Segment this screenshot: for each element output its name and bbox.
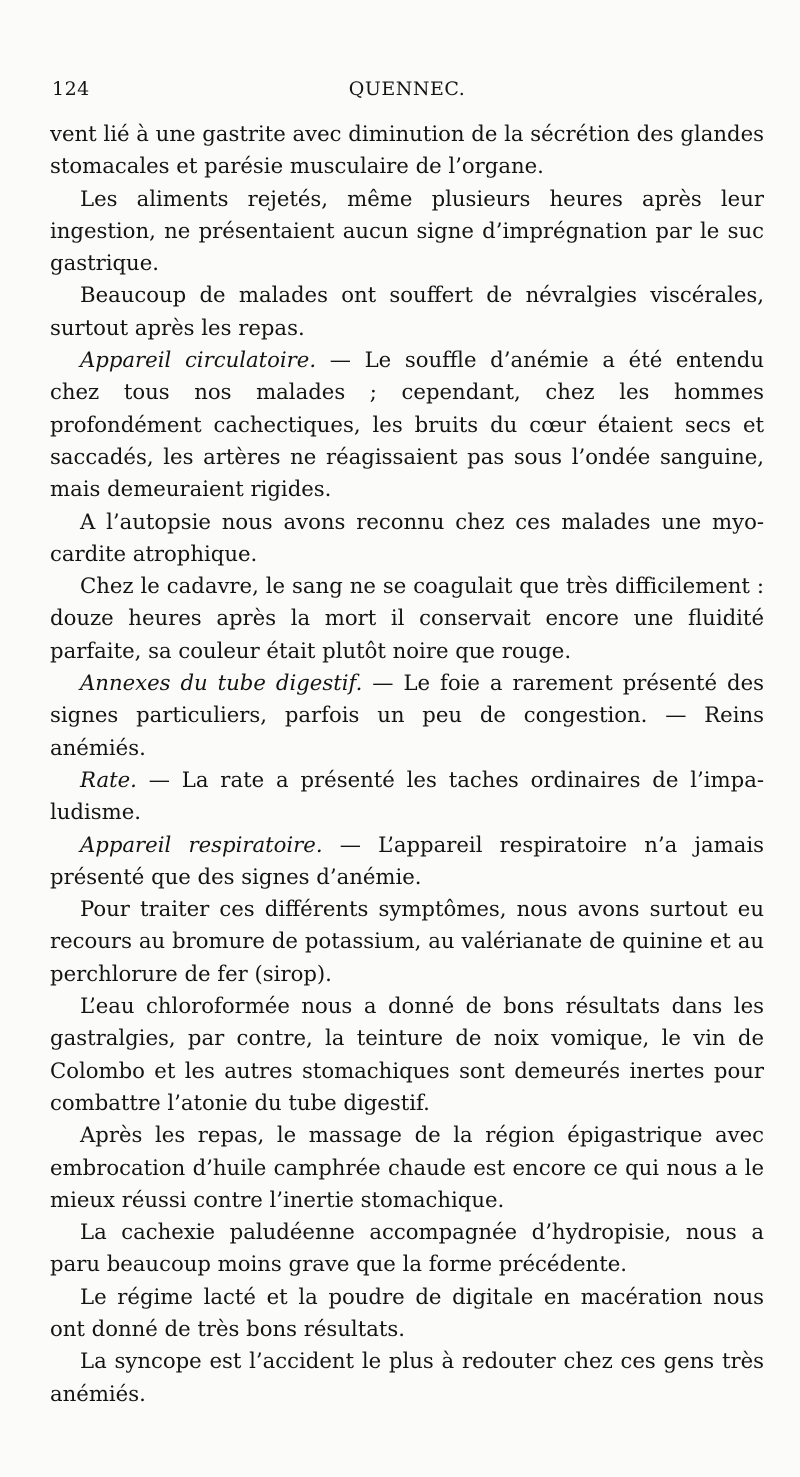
paragraph: Le régime lacté et la poudre de digitale en macération nous ont donné de très bons résultats.	[50, 1283, 764, 1341]
paragraph: Appareil circulatoire. — Le souffle d’anémie a été entendu chez tous nos malades ; cependant, chez les hommes profondément cachectiques, les bruits du cœur étaient secs et saccadés, les artères ne réagissaient pas sous l’ondée sanguine, mais demeuraient rigides.	[50, 347, 765, 502]
page-number: 124	[52, 78, 90, 100]
paragraph: L’eau chloroformée nous a donné de bons résultats dans les gastralgies, par contre, la teinture de noix vomique, le vin de Colombo et les autres stomachiques sont demeurés inertes pour combattre l’atonie du tube digestif.	[50, 993, 764, 1115]
paragraph: Les aliments rejetés, même plusieurs heures après leur ingestion, ne présentaient aucun signe d’imprégnation par le suc gastrique.	[50, 185, 764, 276]
paragraph: Beaucoup de malades ont souffert de névralgies viscérales, surtout après les repas.	[50, 282, 764, 340]
section-heading: Annexes du tube digestif.	[80, 670, 363, 696]
paragraph: Pour traiter ces différents symptômes, nous avons surtout eu recours au bromure de potassium, au valérianate de quinine et au perchlorure de fer (sirop).	[50, 896, 764, 986]
paragraph: La cachexie paludéenne accompagnée d’hydropisie, nous a paru beaucoup moins grave que la forme précédente.	[50, 1219, 764, 1277]
section-heading: Rate.	[80, 766, 137, 792]
paragraph: Appareil respiratoire. — L’appareil respiratoire n’a jamais présenté que des signes d’anémie.	[50, 831, 764, 889]
paragraph: Après les repas, le massage de la région épigastrique avec embrocation d’huile camphrée chaude est encore ce qui nous a le mieux réussi contre l’inertie stomachique.	[50, 1122, 764, 1212]
paragraph: A l’autopsie nous avons reconnu chez ces malades une myocardite atrophique.	[50, 508, 764, 566]
paragraph: Rate. — La rate a présenté les taches ordinaires de l’impaludisme.	[50, 766, 764, 825]
paragraph: La syncope est l’accident le plus à redouter chez ces gens très anémiés.	[50, 1348, 764, 1406]
paragraph: Chez le cadavre, le sang ne se coagulait que très difficilement : douze heures après la mort il conservait encore une fluidité parfaite, sa couleur était plutôt noire que rouge.	[50, 573, 764, 663]
body-text	[50, 118, 764, 1410]
book-page	[50, 78, 764, 1410]
section-heading: Appareil respiratoire.	[80, 831, 323, 857]
paragraph: Annexes du tube digestif. — Le foie a rarement présenté des signes particuliers, parfois un peu de congestion. — Reins anémiés.	[50, 670, 764, 760]
running-head	[50, 78, 764, 108]
running-title: QUENNEC.	[348, 78, 466, 100]
section-heading: Appareil circulatoire.	[80, 347, 317, 373]
paragraph: vent lié à une gastrite avec diminution de la sécrétion des glandes stomacales et parésie musculaire de l’organe.	[50, 121, 764, 179]
